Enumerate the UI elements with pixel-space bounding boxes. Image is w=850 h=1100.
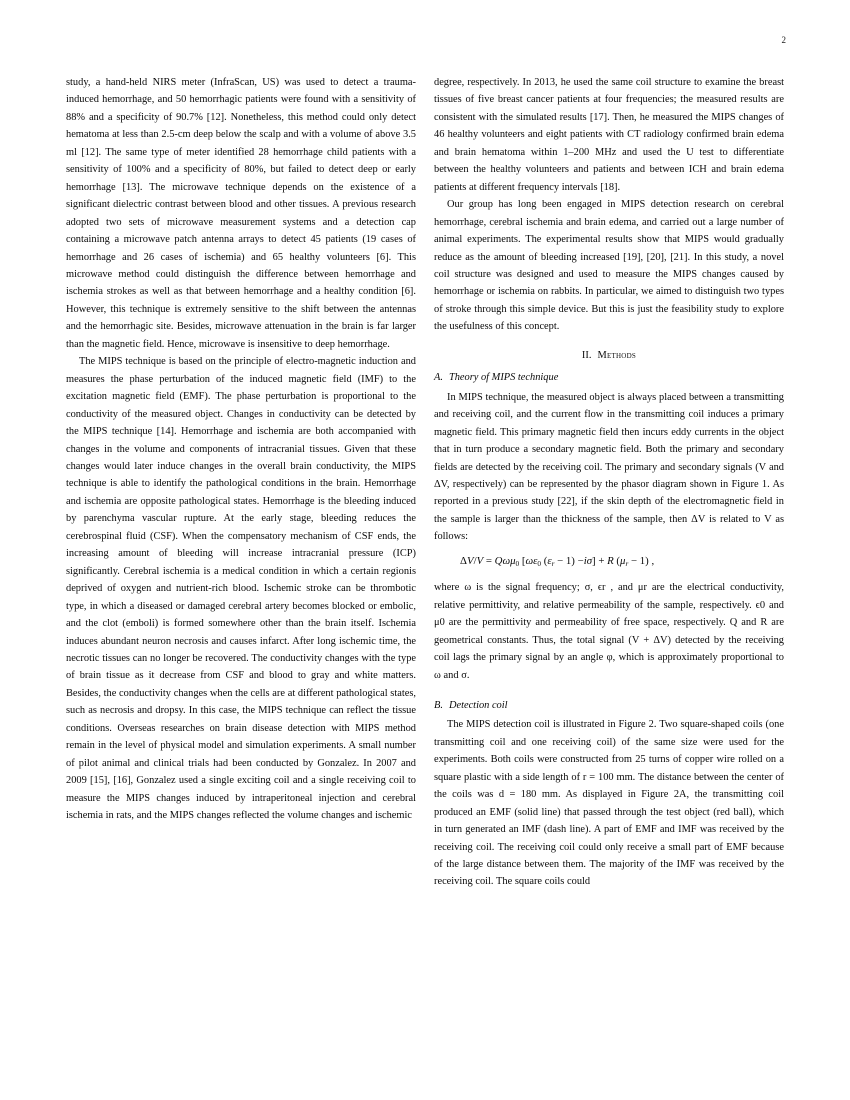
two-column-body bbox=[66, 74, 785, 891]
paragraph: The MIPS technique is based on the principle of electro-magnetic induction and measures the phase perturbation of the induced magnetic field (IMF) to the excitation magnetic field (EMF). The phase perturbation is proportional to the conductivity of the measured object. Changes in conductivity can be detected by the MIPS technique [14]. Hemorrhage and ischemia are both accompanied with changes in the volume and components of intracranial tissues. Given that these changes would later induce changes in the overall brain conductivity, the MIPS technique is able to identify the pathological conditions in the brain. Hemorrhage and ischemia are opposite pathological states. Hemorrhage is the bleeding induced by parenchyma vascular rupture. At the early stage, bleeding reduces the cerebrospinal fluid (CSF). When the compensatory mechanism of CSF ends, the increasing amount of bleeding will increase intracranial pressure (ICP) significantly. Cerebral ischemia is a medical condition in which a certain regionis deprived of oxygen and nutrient-rich blood. Ischemic stroke can be thrombotic type, in which a diseased or damaged cerebral artery becomes blocked or embolic, and the clot (emboli) is formed somewhere other than the brain itself. Ischemia induces abundant neuron necrosis and causes infarct. After long ischemic time, the necrotic tissues can no longer be recovered. The conductivity changes with the type of brain tissue as it decrease from CSF and blood to gray and white matters. Besides, the conductivity changes when the cells are at different pathological states, such as necrosis and dropsy. In this case, the MIPS technique can reflect the tissue conditions. Overseas researches on brain disease detection with MIPS method remain in the level of physical model and simulation experiments. A small number of pilot animal and clinical trials had been conducted by Gonzalez. In 2007 and 2009 [15], [16], Gonzalez used a single exciting coil and a single receiving coil to measure the MIPS changes induced by intraperitoneal injection and cerebral ischemia in rats, and the MIPS changes reflected the volume changes and ischemic bbox=[66, 356, 416, 822]
paragraph: Our group has long been engaged in MIPS detection research on cerebral hemorrhage, cerebral ischemia and brain edema, and carried out a large number of animal experiments. The experimental results show that MIPS would gradually reduce as the amount of bleeding increased [19], [20], [21]. In this study, a novel coil structure was designed and used to measure the MIPS changes caused by hemorrhage or ischemia on rabbits. In particular, we aimed to distinguish two types of stroke through this simple device. But this is just the feasibility study to explore the usefulness of this concept. bbox=[434, 199, 784, 333]
subsection-label: A. bbox=[434, 372, 443, 384]
section-heading bbox=[434, 336, 784, 369]
paragraph: In MIPS technique, the measured object is always placed between a transmitting and receiving coil, and the current flow in the transmitting coil induces a primary magnetic field. This primary magnetic field then incurs eddy currents in the object that in turn produce a secondary magnetic field. Both the primary and secondary fields are detected by the receiving coil. The primary and secondary signals (V and ΔV, respectively) can be represented by the phasor diagram shown in Figure 1. As reported in a previous study [22], if the skin depth of the electromagnetic field in the sample is larger than the thickness of the sample, then ΔV is related to V as follows: bbox=[434, 391, 784, 543]
right-column bbox=[434, 74, 784, 891]
section-title: Methods bbox=[597, 349, 637, 361]
paragraph: The MIPS detection coil is illustrated in Figure 2. Two square-shaped coils (one transmitting coil and one receiving coil) of the same size were used for the experiments. Both coils were constructed from 25 turns of copper wire rolled on a square plastic with a side length of r = 100 mm. The distance between the center of the coils was d = 180 mm. As displayed in Figure 2A, the transmitting coil produced an EMF (solid line) that passed through the test object (red ball), which in turn generated an IMF (dash line). A part of EMF and IMF was received by the receiving coil. The receiving coil could only receive a small part of EMF because of the large distance between them. The majority of the IMF was received by the receiving coil. The square coils could bbox=[434, 719, 784, 888]
section-number: II. bbox=[581, 349, 592, 361]
subsection-heading-b bbox=[434, 684, 784, 716]
left-column bbox=[66, 74, 416, 891]
paragraph: study, a hand-held NIRS meter (InfraScan, US) was used to detect a trauma-induced hemorrhage, and 50 hemorrhagic patients were found with a sensitivity of 88% and a specificity of 90.7% [12]. Nonetheless, this method could only detect hematoma at less than 2.5-cm deep below the scalp and with a volume of above 3.5 ml [12]. The same type of meter identified 28 hemorrhage child patients with a sensitivity of 100% and a specificity of 80%, but failed to detect deep or early hemorrhage [13]. The microwave technique depends on the existence of a significant dielectric contrast between blood and other tissues. A previous research adopted two sets of microwave measurement systems and a detection cap containing a microwave patch antenna arrays to detect 45 patients (19 cases of hemorrhage and 26 cases of ischemia) and 65 healthy volunteers [6]. This microwave method could distinguish the difference between hemorrhage and ischemia strokes as well as that between hemorrhage and a healthy condition [6]. However, this technique is extremely sensitive to the shift between the antennas and the hemorrhagic site. Besides, microwave attenuation in the brain is far larger than the magnetic field. Hence, microwave is insensitive to deep hemorrhage. bbox=[66, 77, 416, 350]
paragraph: degree, respectively. In 2013, he used the same coil structure to examine the breast tissues of five breast cancer patients at four frequencies; the measured results are consistent with the simulated results [17]. Then, he measured the MIPS changes of 46 healthy volunteers and eight patients with CT radiology confirmed brain edema and brain hematoma within 1–200 MHz and used the U test to differentiate between the healthy volunteers and patients and between ICH and brain edema patients at different frequency intervals [18]. bbox=[434, 77, 784, 193]
subsection-label: B. bbox=[434, 699, 443, 711]
subsection-heading-a bbox=[434, 369, 784, 388]
subsection-title: Theory of MIPS technique bbox=[448, 372, 559, 384]
subsection-title: Detection coil bbox=[448, 699, 508, 711]
equation-delta-v: ΔV/V = Qωμ$_0$ [$\omega\varepsilon_0$ $(\varepsilon_r - 1) -i\sigma] + R$ $(\mu_r - 1)$ , bbox=[460, 554, 655, 568]
page-number: 2 bbox=[781, 35, 786, 45]
paragraph: where ω is the signal frequency; σ, ϵr , and μr are the electrical conductivity, relative permittivity, and relative permeability of the sample, respectively. ϵ0 and μ0 are the permittivity and permeability of free space, respectively. Q and R are geometrical constants. Thus, the total signal (V + ΔV) detected by the receiving coil lags the primary signal by an angle φ, which is approximately proportional to ω and σ. bbox=[434, 582, 784, 681]
